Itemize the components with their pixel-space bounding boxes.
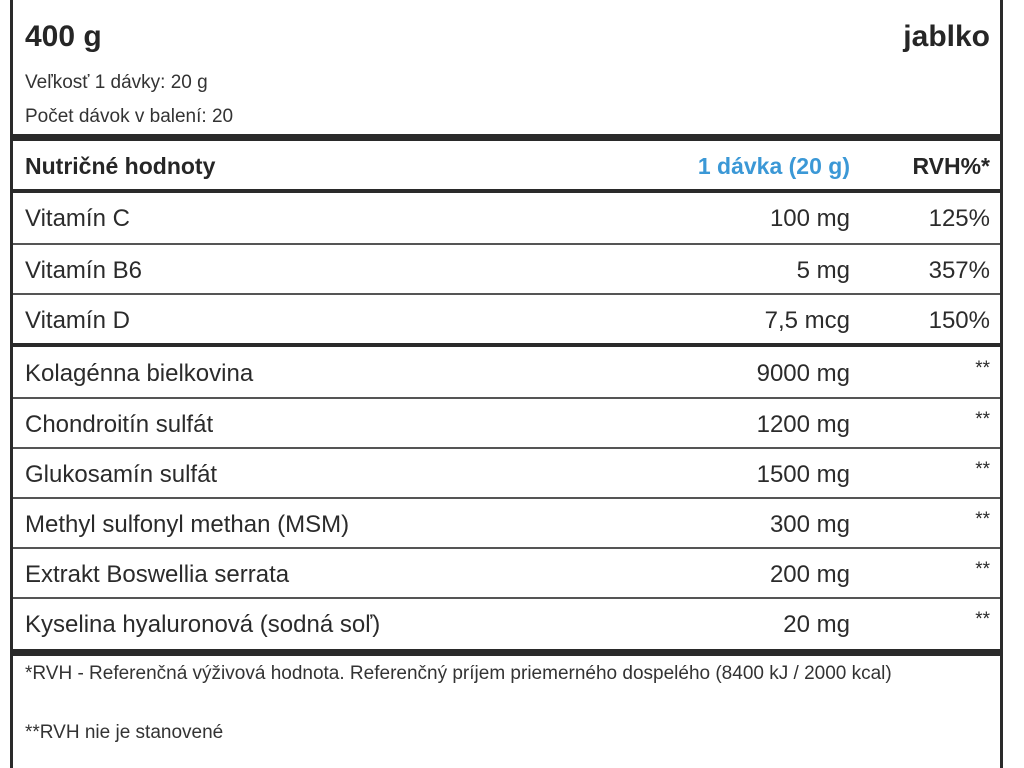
nutrient-rvh: ** xyxy=(975,509,990,530)
serving-size: Veľkosť 1 dávky: 20 g xyxy=(25,72,208,93)
nutrient-name: Glukosamín sulfát xyxy=(25,461,218,488)
nutrient-name: Methyl sulfonyl methan (MSM) xyxy=(25,511,350,538)
table-row xyxy=(13,549,1000,599)
nutrient-name: Vitamín B6 xyxy=(25,257,142,284)
nutrient-name: Vitamín C xyxy=(25,205,130,232)
table-row xyxy=(13,499,1000,549)
nutrient-dose: 200 mg xyxy=(769,561,850,588)
section-divider xyxy=(13,343,1000,347)
nutrient-dose: 300 mg xyxy=(769,511,850,538)
table-row xyxy=(13,295,1000,345)
package-weight: 400 g xyxy=(25,20,102,53)
nutrient-dose: 1500 mg xyxy=(756,461,850,488)
nutrient-dose: 5 mg xyxy=(796,257,850,284)
nutrient-rvh: ** xyxy=(975,459,990,480)
header-divider xyxy=(13,134,1000,141)
table-header xyxy=(13,143,1000,189)
table-row xyxy=(13,245,1000,295)
nutrient-rvh: ** xyxy=(975,358,990,379)
footnote-rvh-not-set: **RVH nie je stanovené xyxy=(25,722,224,743)
table-row xyxy=(13,399,1000,449)
nutrient-dose: 20 mg xyxy=(783,611,850,638)
column-header-rvh: RVH%* xyxy=(912,153,990,179)
label-header xyxy=(25,20,990,60)
nutrient-name: Kolagénna bielkovina xyxy=(25,360,254,387)
column-header-dose: 1 dávka (20 g) xyxy=(697,153,850,179)
footnote-rvh-definition: *RVH - Referenčná výživová hodnota. Referenčný príjem priemerného dospelého (8400 kJ / 2000 kcal) xyxy=(25,663,892,684)
nutrient-dose: 1200 mg xyxy=(756,411,850,438)
nutrient-name: Chondroitín sulfát xyxy=(25,411,214,438)
flavor-name: jablko xyxy=(903,20,990,53)
table-row xyxy=(13,599,1000,649)
servings-per-pack: Počet dávok v balení: 20 xyxy=(25,106,234,127)
nutrient-dose: 7,5 mcg xyxy=(764,307,850,334)
nutrient-dose: 100 mg xyxy=(769,205,850,232)
nutrition-label xyxy=(10,0,1003,768)
nutrient-dose: 9000 mg xyxy=(756,360,850,387)
nutrient-name: Extrakt Boswellia serrata xyxy=(25,561,290,588)
nutrient-name: Kyselina hyaluronová (sodná soľ) xyxy=(25,611,381,638)
nutrient-rvh: ** xyxy=(975,609,990,630)
nutrient-rvh: ** xyxy=(975,559,990,580)
table-bottom-divider xyxy=(13,649,1000,656)
column-header-name: Nutričné hodnoty xyxy=(25,153,216,179)
nutrient-rvh: 357% xyxy=(928,257,990,284)
table-row xyxy=(13,348,1000,398)
nutrient-name: Vitamín D xyxy=(25,307,130,334)
nutrient-rvh: 125% xyxy=(928,205,990,232)
table-row xyxy=(13,449,1000,499)
table-row xyxy=(13,193,1000,243)
nutrient-rvh: 150% xyxy=(928,307,990,334)
nutrient-rvh: ** xyxy=(975,409,990,430)
